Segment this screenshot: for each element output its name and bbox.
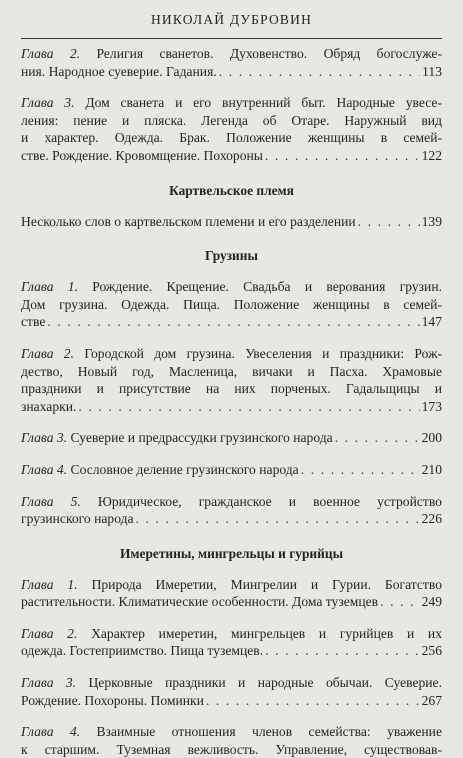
dot-leader [219, 63, 420, 81]
toc-entry[interactable] [21, 576, 442, 611]
page-number: 147 [421, 314, 442, 330]
page-number: 210 [421, 461, 442, 477]
dot-leader [47, 313, 419, 331]
toc-entry[interactable] [21, 625, 442, 660]
dot-leader [358, 213, 420, 231]
chapter-label: Глава 1. [21, 279, 78, 295]
dot-leader [78, 398, 419, 416]
entry-text: Церковные праздники и народные обычаи. Суеверие. [88, 675, 442, 691]
page-number: 226 [421, 511, 442, 527]
table-of-contents [21, 45, 442, 758]
entry-text: стве [21, 314, 46, 330]
toc-entry[interactable] [21, 345, 442, 415]
entry-text: дество, Новый год, Масленица, вичаки и Пасха. Храмовые [21, 363, 442, 379]
entry-text: Рождение. Похороны. Поминки [21, 692, 204, 708]
page-number: 256 [421, 643, 442, 659]
entry-text: растительности. Климатические особенности. Дома туземцев [21, 594, 379, 610]
toc-entry[interactable] [21, 493, 442, 528]
page-number: 200 [421, 430, 442, 446]
page-number: 113 [422, 63, 442, 79]
entry-text: Дом сванета и его внутренний быт. Народные увесе- [85, 95, 442, 111]
entry-text: к старшим. Туземная вежливость. Управление, существовав- [21, 741, 442, 757]
dot-leader [380, 593, 420, 611]
section-title: Картвельское племя [169, 182, 294, 198]
entry-text: Дом грузина. Одежда. Пища. Положение женщины в семей- [21, 296, 442, 312]
entry-text: Сословное деление грузинского народа [70, 461, 299, 477]
entry-text: Городской дом грузина. Увеселения и праздники: Рож- [84, 345, 442, 361]
chapter-label: Глава 5. [21, 493, 81, 509]
section-title: Имеретины, мингрельцы и гурийцы [119, 545, 344, 561]
section-entries [21, 576, 442, 758]
dot-leader [265, 642, 420, 660]
entry-text: Юридическое, гражданское и военное устройство [97, 493, 442, 509]
entry-text: одежда. Гостеприимство. Пища туземцев. [21, 643, 264, 659]
dot-leader [301, 461, 420, 479]
entry-text: ния. Народное суеверие. Гадания. [21, 63, 217, 79]
entry-text: Взаимные отношения членов семейства: уважение [96, 724, 442, 740]
chapter-label: Глава 3. [21, 430, 68, 446]
chapter-label: Глава 3. [21, 95, 75, 111]
running-head: НИКОЛАЙ ДУБРОВИН [150, 12, 313, 27]
chapter-label: Глава 2. [21, 345, 74, 361]
entry-text: Характер имеретин, мингрельцев и гурийцев и их [91, 625, 442, 641]
chapter-label: Глава 1. [21, 576, 78, 592]
entry-text: грузинского народа [21, 511, 134, 527]
toc-entry[interactable] [21, 429, 442, 447]
dot-leader [136, 510, 420, 528]
dot-leader [335, 429, 420, 447]
chapter-label: Глава 2. [21, 46, 81, 61]
toc-entry[interactable] [21, 213, 442, 231]
toc-entry[interactable] [21, 674, 442, 709]
entry-text: Рождение. Крещение. Свадьба и верования грузин. [92, 279, 442, 295]
header-rule [21, 38, 442, 39]
entry-text: Несколько слов о картвельском племени и его разделении [21, 213, 356, 229]
entry-text: стве. Рождение. Кровомщение. Похороны [21, 147, 263, 163]
page-number: 267 [421, 692, 442, 708]
entry-text: праздники и присутствие на них порченых. Гадальщицы и [21, 381, 442, 397]
toc-entry[interactable] [21, 45, 442, 80]
chapter-label: Глава 3. [21, 675, 77, 691]
page-number: 122 [421, 147, 442, 163]
entry-text: Суеверие и предрассудки грузинского народа [70, 430, 333, 446]
chapter-label: Глава 4. [21, 724, 81, 740]
page-number: 249 [421, 594, 442, 610]
entry-text: и характер. Одежда. Брак. Положение женщины в семей- [21, 130, 442, 146]
chapter-label: Глава 2. [21, 625, 78, 641]
toc-entry[interactable] [21, 461, 442, 479]
page-number: 173 [421, 398, 442, 414]
section-entries [21, 213, 442, 231]
toc-entry[interactable] [21, 723, 442, 758]
section-title: Грузины [205, 248, 258, 264]
dot-leader [206, 692, 420, 710]
dot-leader [265, 147, 420, 165]
section-entries [21, 278, 442, 528]
toc-entry[interactable] [21, 278, 442, 331]
entry-text: ления: пение и пляска. Легенда об Отаре. Наружный вид [21, 112, 442, 128]
chapter-label: Глава 4. [21, 461, 68, 477]
entry-text: Природа Имеретии, Мингрелии и Гурии. Богатство [91, 576, 442, 592]
entry-text: знахарки. [21, 398, 77, 414]
entry-text: Религия сванетов. Духовенство. Обряд богослуже- [96, 46, 442, 61]
page-number: 139 [421, 213, 442, 229]
toc-entry[interactable] [21, 94, 442, 164]
